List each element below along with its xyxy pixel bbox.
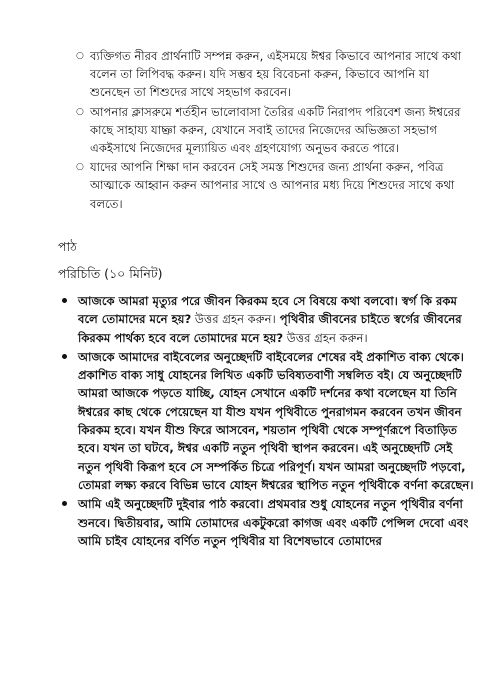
- sub-list-item: [76, 47, 468, 102]
- sub-item-text: ব্যক্তিগত নীরব প্রার্থনাটি সম্পন্ন করুন, এইসময়ে ঈশ্বর কিভাবে আপনার সাথে কথা বলেন তা লিপিবদ্ধ করুন। যদি সম্ভব হয় বিবেচনা করুন, কিভাবে আপনি যা শুনেছেন তা শিশুদের সাথে সহভাগ করবেন।: [90, 49, 462, 100]
- hollow-circle-icon: ○: [76, 106, 84, 117]
- hollow-circle-icon: ○: [76, 51, 84, 61]
- bullet-icon: [62, 298, 67, 303]
- item-bold-text: আমি এই অনুচ্ছেদটি দুইবার পাঠ করবো। প্রথমবার শুধু যোহনের নতুন পৃথিবীর বর্ণনা শুনবে। দ্বিতীয়বার, আমি তোমাদের একটুকরো কাগজ এবং একটি পেন্সিল দেবো এবং আমি চাইব যোহনের বর্ণিত নতুন পৃথিবীর যা বিশেষভাবে তোমাদের: [78, 497, 469, 548]
- sub-item-text: যাদের আপনি শিক্ষা দান করবেন সেই সমস্ত শিশুদের জন্য প্রার্থনা করুন, পবিত্র আত্মাকে আহ্বান করুন আপনার সাথে ও আপনার মধ্য দিয়ে শিশুদের সাথে কথা বলতে।: [90, 160, 455, 211]
- sub-list-item: [76, 158, 468, 213]
- hollow-circle-icon: ○: [76, 162, 84, 173]
- item-bold-text: আজকে আমাদের বাইবেলের অনুচ্ছেদটি বাইবেলের শেষের বই প্রকাশিত বাক্য থেকে। প্রকাশিত বাক্য সাধু যোহনের লিখিত একটি ভবিষ্যতবাণী সম্বলিত বই। যে অনুচ্ছেদটি আমরা আজকে পড়তে যাচ্ছি, যোহন সেখানে একটি দর্শনের কথা বলেছেন যা তিনি ঈশ্বরের কাছ থেকে পেয়েছেন যা যীশু যখন পৃথিবীতে পুনরাগমন করবেন তখন জীবন কিরকম হবে। যখন যীশু ফিরে আসবেন, শয়তান পৃথিবী থেকে সম্পূর্ণরূপে বিতাড়িত হবে। যখন তা ঘটবে, ঈশ্বর একটি নতুন পৃথিবী স্থাপন করবেন। এই অনুচ্ছেদটি সেই নতুন পৃথিবী কিরূপ হবে সে সম্পর্কিত চিত্রে পরিপূর্ণ। যখন আমরা অনুচ্ছেদটি পড়বো, তোমরা লক্ষ্য করবে বিভিন্ন ভাবে যোহন ঈশ্বরের স্থাপিত নতুন পৃথিবীকে বর্ণনা করেছেন।: [78, 349, 474, 492]
- list-item: [62, 495, 474, 550]
- item-bold-text-2: পৃথিবীর জীবনের চাইতে স্বর্গের জীবনের কিরকম পার্থক্য হবে বলে তোমাদের মনে হয়?: [78, 312, 462, 345]
- bullet-icon: [62, 354, 67, 359]
- list-item: [62, 292, 474, 347]
- intro-title: পরিচিতি (১০ মিনিট): [58, 266, 163, 281]
- prayer-sublist: [76, 47, 468, 214]
- item-instruction: উত্তর গ্রহন করুন।: [191, 312, 276, 327]
- sub-item-text: আপনার ক্লাসরুমে শর্তহীন ভালোবাসা তৈরির একটি নিরাপদ পরিবেশ জন্য ঈশ্বরের কাছে সাহায্য যাচ্ঞা করুন, যেখানে সবাই তাদের নিজেদের অভিজ্ঞতা সহভাগ একইসাথে নিজেদের মূল্যায়িত এবং গ্রহণযোগ্য অনুভব করতে পারে।: [90, 104, 461, 156]
- list-item: [62, 348, 474, 494]
- section-title: পাঠ: [58, 239, 77, 254]
- intro-list: [62, 292, 474, 551]
- bullet-icon: [62, 501, 67, 506]
- item-instruction-2: উত্তর গ্রহন করুন।: [283, 330, 368, 345]
- sub-list-item: [76, 103, 468, 158]
- item-bold-text: আজকে আমরা মৃত্যুর পরে জীবন কিরকম হবে সে বিষয়ে কথা বলবো। স্বর্গ কি রকম বলে তোমাদের মনে হয়?: [78, 294, 457, 327]
